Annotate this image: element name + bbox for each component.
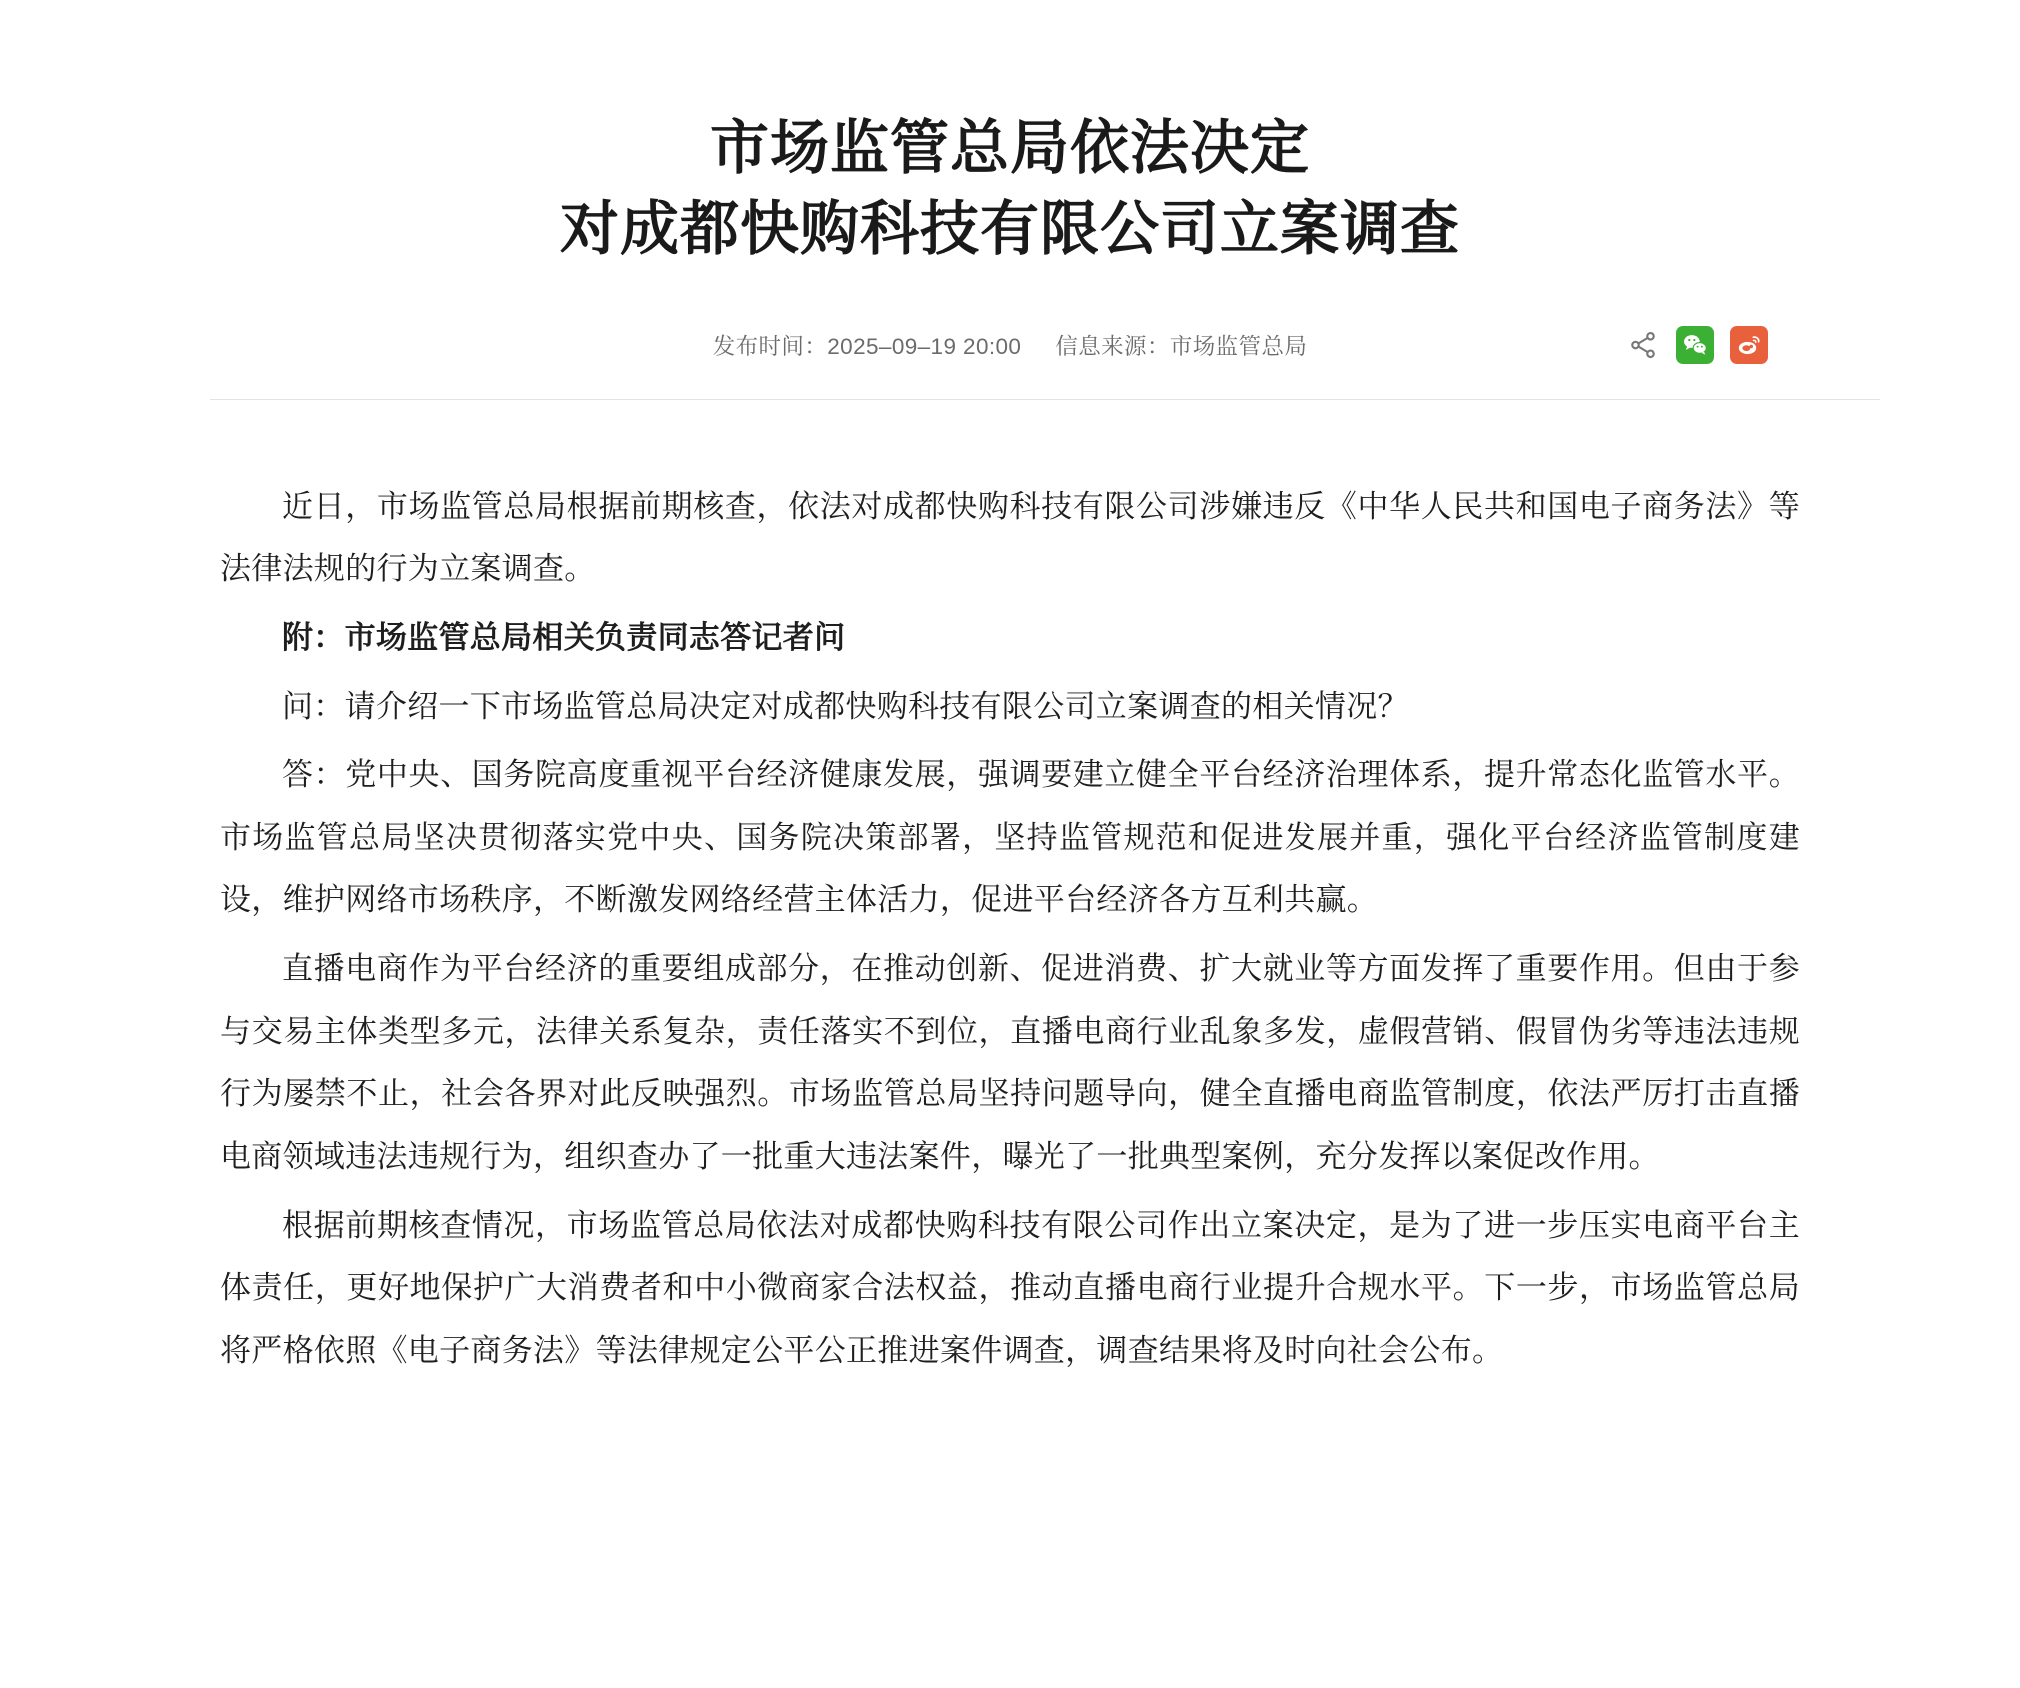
source-label: 信息来源： <box>1055 333 1170 359</box>
page-title <box>210 108 1810 271</box>
attachment-heading <box>220 607 1800 670</box>
weibo-icon[interactable] <box>1730 326 1768 364</box>
qa-answer-3: 根据前期核查情况，市场监管总局依法对成都快购科技有限公司作出立案决定，是为了进一步压实电商平台主体责任，更好地保护广大消费者和中小微商家合法权益，推动直播电商行业提升合规水平。下一步，市场监管总局将严格依照《电子商务法》等法律规定公平公正推进案件调查，调查结果将及时向社会公布。 <box>220 1207 1800 1368</box>
qa-question: 问：请介绍一下市场监管总局决定对成都快购科技有限公司立案调查的相关情况？ <box>282 688 1409 724</box>
page-title-line-1: 市场监管总局依法决定 <box>709 115 1310 181</box>
share-icon[interactable] <box>1626 328 1660 362</box>
share-group <box>1626 326 1768 364</box>
qa-answer-2: 直播电商作为平台经济的重要组成部分，在推动创新、促进消费、扩大就业等方面发挥了重要作用。但由于参与交易主体类型多元，法律关系复杂，责任落实不到位，直播电商行业乱象多发，虚假营销、假冒伪劣等违法违规行为屡禁不止，社会各界对此反映强烈。市场监管总局坚持问题导向，健全直播电商监管制度，依法严厉打击直播电商领域违法违规行为，组织查办了一批重大违法案件，曝光了一批典型案例，充分发挥以案促改作用。 <box>220 951 1800 1174</box>
qa-answer-1: 答：党中央、国务院高度重视平台经济健康发展，强调要建立健全平台经济治理体系，提升常态化监管水平。市场监管总局坚决贯彻落实党中央、国务院决策部署，坚持监管规范和促进发展并重，强化平台经济监管制度建设，维护网络市场秩序，不断激发网络经营主体活力，促进平台经济各方互利共赢。 <box>220 757 1800 918</box>
paragraph-lead: 近日，市场监管总局根据前期核查，依法对成都快购科技有限公司涉嫌违反《中华人民共和国电子商务法》等法律法规的行为立案调查。 <box>220 488 1800 587</box>
source <box>1055 329 1307 361</box>
article-container <box>210 0 1810 1382</box>
article-meta-text <box>713 329 1308 361</box>
publish-time <box>713 329 1022 361</box>
wechat-icon[interactable] <box>1676 326 1714 364</box>
page-title-line-2: 对成都快购科技有限公司立案调查 <box>559 196 1460 263</box>
attachment-prefix: 附： <box>282 620 345 656</box>
article-body <box>220 400 1800 1383</box>
attachment-title: 市场监管总局相关负责同志答记者问 <box>344 620 846 656</box>
source-value: 市场监管总局 <box>1169 333 1308 359</box>
publish-time-value: 2025–09–19 20:00 <box>827 333 1022 359</box>
publish-time-label: 发布时间： <box>712 333 828 359</box>
article-meta-row <box>210 323 1810 367</box>
